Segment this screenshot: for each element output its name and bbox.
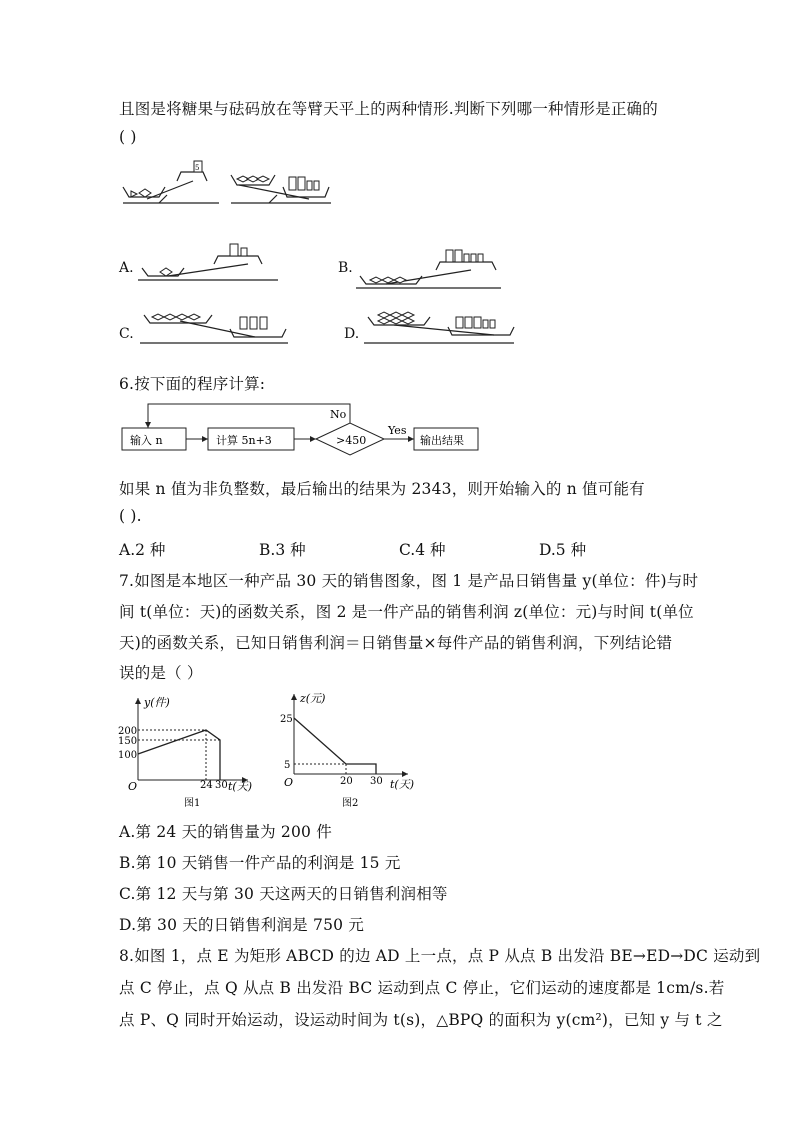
- q7-figure2: [276, 688, 421, 810]
- q6-text: 如果 n 值为非负整数，最后输出的结果为 2343，则开始输入的 n 值可能有: [119, 480, 645, 498]
- q5-option-c-label: C.: [119, 326, 134, 342]
- flow-output: 输出结果: [420, 434, 464, 447]
- fig1-ytick-100: 100: [118, 750, 138, 761]
- q8-line3: 点 P、Q 同时开始运动，设运动时间为 t(s)，△BPQ 的面积为 y(cm²)，已知 y 与 t 之: [119, 1011, 723, 1029]
- q6-option-c: C.4 种: [399, 541, 446, 559]
- fig2-ytick-5: 5: [284, 760, 291, 771]
- q5-option-c-balance: [140, 305, 290, 350]
- q7-line2: 间 t(单位：天)的函数关系，图 2 是一件产品的销售利润 z(单位：元)与时间 t(单位: [119, 603, 694, 621]
- q7-option-d: D.第 30 天的日销售利润是 750 元: [119, 916, 365, 934]
- flow-yes: Yes: [388, 424, 407, 437]
- fig1-ytick-200: 200: [118, 726, 138, 737]
- q7-line3: 天)的函数关系，已知日销售利润＝日销售量×每件产品的销售利润，下列结论错: [119, 634, 673, 652]
- fig2-ylabel: z(元): [300, 692, 326, 705]
- q5-answer-paren: ( ): [119, 128, 137, 146]
- fig1-origin: O: [128, 780, 138, 793]
- q7-option-a: A.第 24 天的销售量为 200 件: [119, 823, 332, 841]
- fig2-xtick-30: 30: [370, 776, 383, 787]
- q7-option-c: C.第 12 天与第 30 天这两天的日销售利润相等: [119, 885, 448, 903]
- q5-option-b-balance: [356, 240, 506, 295]
- q6-flowchart: [118, 398, 488, 460]
- q8-line2: 点 C 停止，点 Q 从点 B 出发沿 BC 运动到点 C 停止，它们运动的速度都是 1cm/s.若: [119, 979, 725, 997]
- q5-stem: 且图是将糖果与砝码放在等臂天平上的两种情形.判断下列哪一种情形是正确的: [119, 100, 658, 118]
- flow-condition: >450: [336, 434, 367, 447]
- q6-answer-paren: ( ).: [119, 507, 142, 525]
- fig2-xtick-20: 20: [340, 776, 353, 787]
- fig2-caption: 图2: [342, 798, 359, 809]
- fig2-xlabel: t(天): [390, 778, 415, 791]
- flow-no: No: [330, 408, 347, 421]
- fig2-origin: O: [284, 776, 294, 789]
- fig1-xtick-30: 30: [215, 780, 228, 791]
- flow-compute: 计算 5n+3: [216, 434, 272, 447]
- q5-option-a-balance: [138, 240, 283, 285]
- q5-option-b-label: B.: [338, 260, 353, 276]
- fig1-xlabel: t(天): [228, 780, 253, 793]
- q5-option-d-balance: [364, 305, 519, 350]
- q5-option-a-label: A.: [119, 260, 134, 276]
- q6-option-b: B.3 种: [259, 541, 306, 559]
- q6-option-a: A.2 种: [119, 541, 166, 559]
- q5-option-d-label: D.: [344, 326, 360, 342]
- weight-mark: 5: [195, 164, 200, 172]
- q7-figure1: [118, 690, 258, 810]
- fig1-ylabel: y(件): [144, 696, 170, 709]
- q7-option-b: B.第 10 天销售一件产品的利润是 15 元: [119, 854, 401, 872]
- q8-line1: 8.如图 1，点 E 为矩形 ABCD 的边 AD 上一点，点 P 从点 B 出发沿 BE→ED→DC 运动到: [119, 947, 761, 965]
- flow-input: 输入 n: [130, 434, 163, 447]
- q5-given-balances: [119, 155, 334, 210]
- fig2-ytick-25: 25: [280, 714, 293, 725]
- q7-line4: 误的是（ ）: [119, 664, 203, 682]
- fig1-xtick-24: 24: [200, 780, 213, 791]
- fig1-ytick-150: 150: [118, 736, 138, 747]
- q7-line1: 7.如图是本地区一种产品 30 天的销售图象，图 1 是产品日销售量 y(单位：件)与时: [119, 572, 699, 590]
- fig1-caption: 图1: [184, 798, 201, 809]
- q6-stem: 6.按下面的程序计算:: [119, 375, 266, 393]
- q6-option-d: D.5 种: [539, 541, 587, 559]
